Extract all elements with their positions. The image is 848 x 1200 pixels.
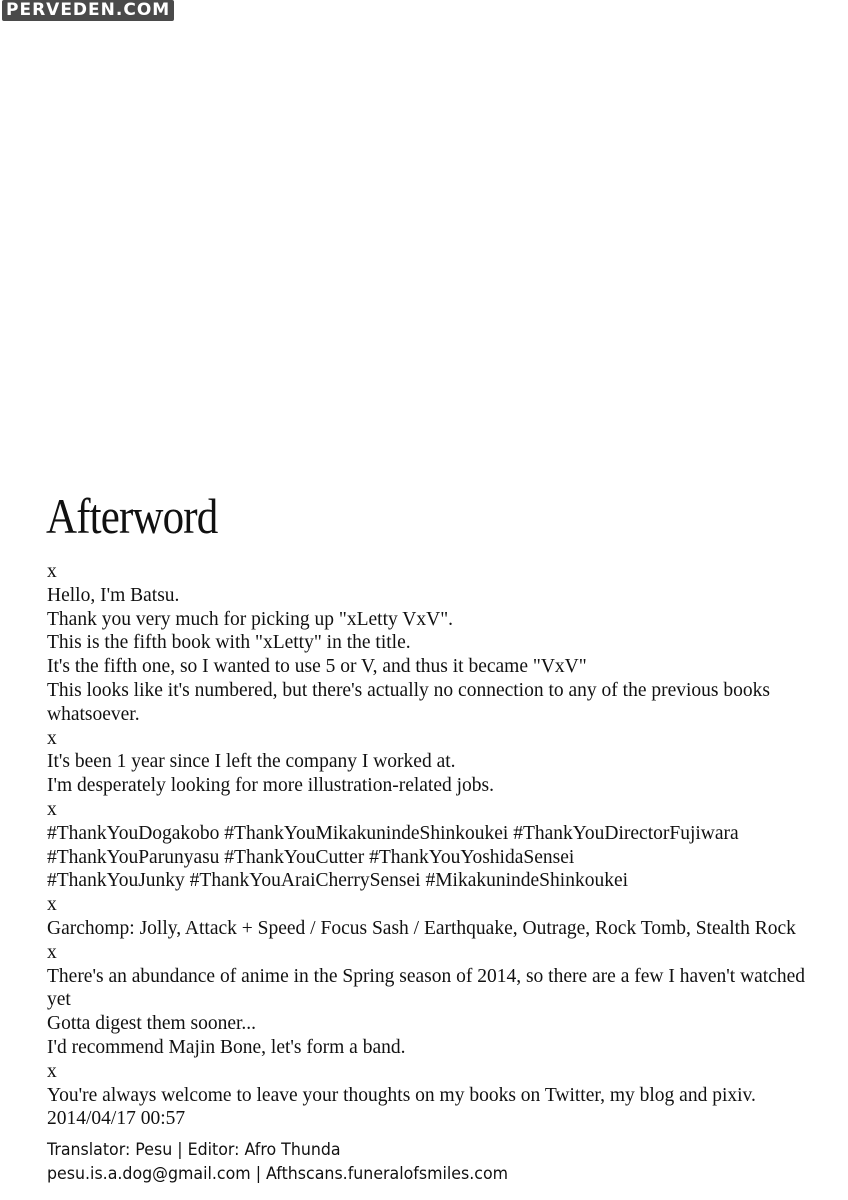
text-line: Thank you very much for picking up "xLetty VxV". (47, 608, 454, 630)
credits-staff: Translator: Pesu | Editor: Afro Thunda (47, 1140, 341, 1160)
text-line: This is the fifth book with "xLetty" in the title. (47, 632, 411, 654)
hashtag-line: #ThankYouDogakobo #ThankYouMikakunindeShinkoukei #ThankYouDirectorFujiwara (47, 822, 739, 844)
separator-x: x (47, 941, 57, 963)
text-line: I'm desperately looking for more illustration-related jobs. (47, 775, 495, 797)
credits-contact: pesu.is.a.dog@gmail.com | Afthscans.funeralofsmiles.com (47, 1164, 509, 1184)
afterword-body (47, 560, 827, 1131)
separator-x: x (47, 1060, 57, 1082)
text-line: It's the fifth one, so I wanted to use 5 or V, and thus it became "VxV" (47, 656, 587, 678)
text-line: You're always welcome to leave your thoughts on my books on Twitter, my blog and pixiv. (47, 1084, 756, 1106)
text-line: Hello, I'm Batsu. (47, 584, 180, 606)
page-title: Afterword (46, 488, 218, 544)
watermark-logo: PERVEDEN.COM (2, 0, 174, 21)
hashtag-line: #ThankYouJunky #ThankYouAraiCherrySensei #MikakunindeShinkoukei (47, 870, 629, 892)
text-line: Garchomp: Jolly, Attack + Speed / Focus Sash / Earthquake, Outrage, Rock Tomb, Stealth Rock (47, 917, 796, 939)
translation-credits (47, 1138, 508, 1186)
text-line: Gotta digest them sooner... (47, 1013, 257, 1035)
text-line: I'd recommend Majin Bone, let's form a band. (47, 1036, 406, 1058)
separator-x: x (47, 727, 57, 749)
hashtag-line: #ThankYouParunyasu #ThankYouCutter #ThankYouYoshidaSensei (47, 846, 575, 868)
text-line: There's an abundance of anime in the Spring season of 2014, so there are a few I haven't watched yet (47, 965, 806, 1011)
separator-x: x (47, 561, 57, 582)
separator-x: x (47, 894, 57, 916)
separator-x: x (47, 798, 57, 820)
text-line: This looks like it's numbered, but there's actually no connection to any of the previous books whatsoever. (47, 679, 770, 725)
date-line: 2014/04/17 00:57 (47, 1108, 186, 1130)
text-line: It's been 1 year since I left the company I worked at. (47, 751, 456, 773)
